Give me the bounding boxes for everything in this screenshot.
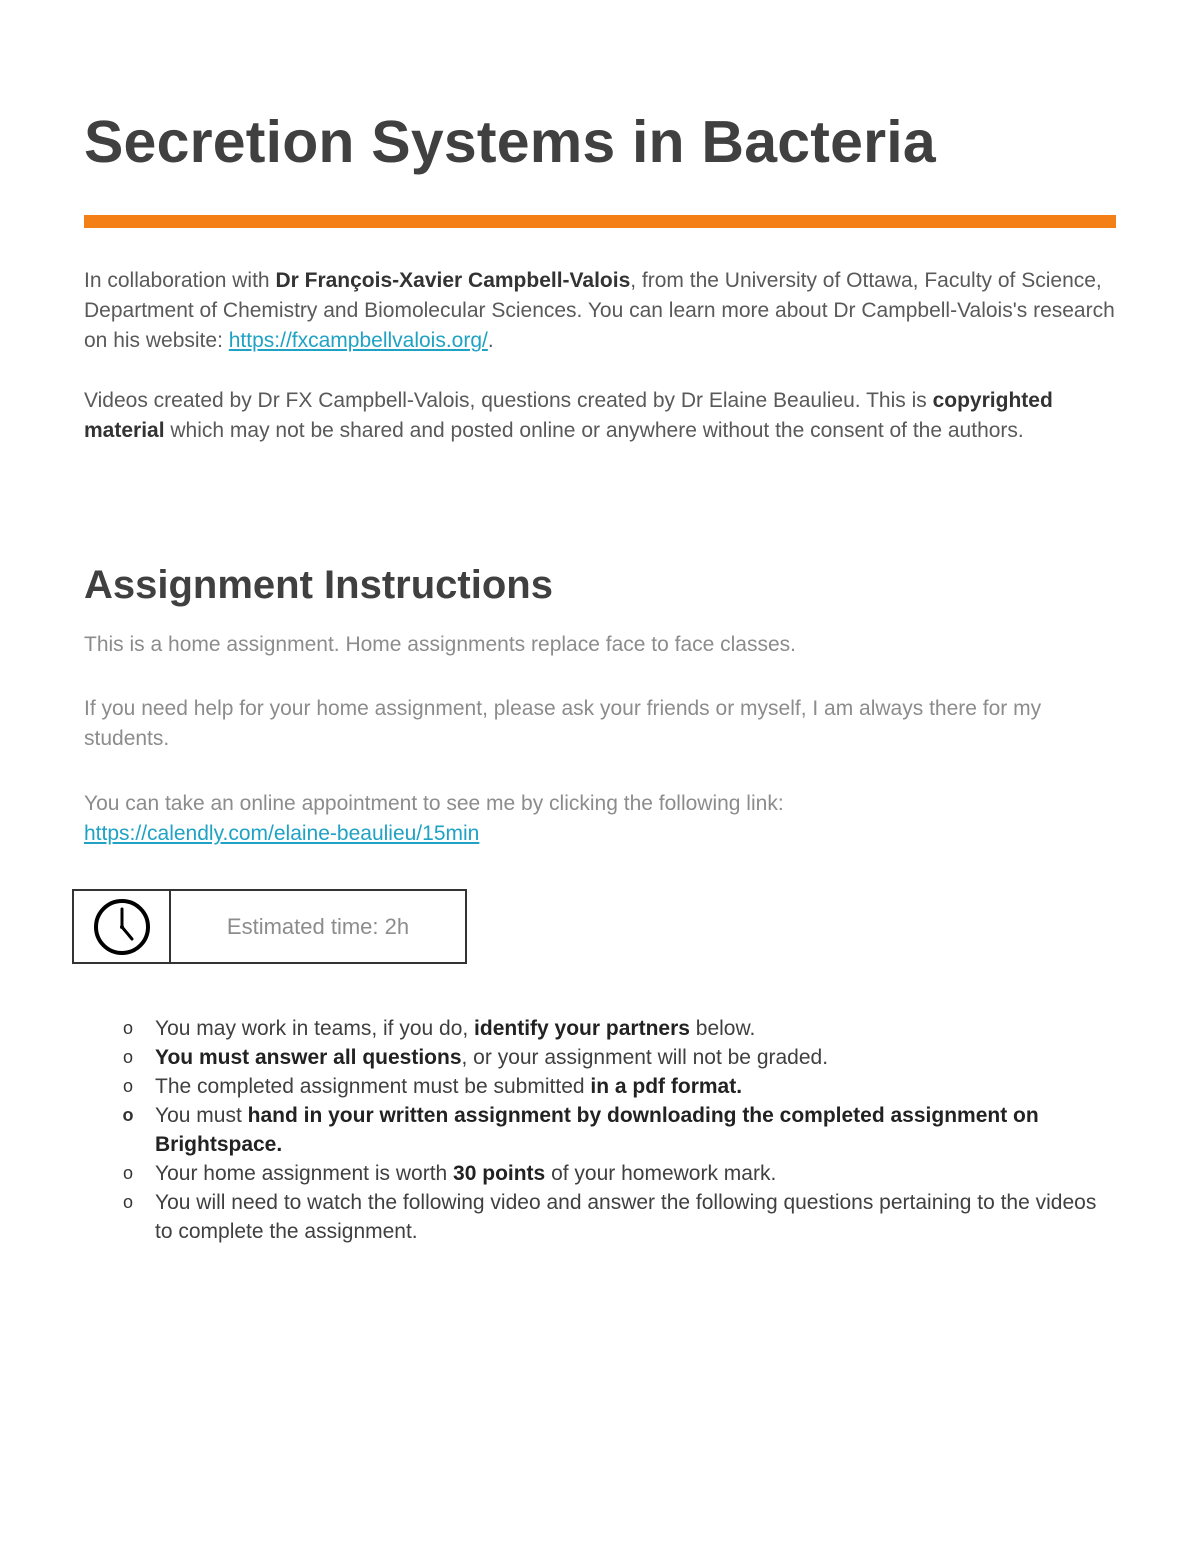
title-divider <box>84 215 1116 228</box>
list-item-text: , or your assignment will not be graded. <box>461 1046 829 1069</box>
list-item-bold: You must answer all questions <box>155 1046 462 1069</box>
copyright-bold: copyrighted material <box>84 389 1053 442</box>
help-paragraph: If you need help for your home assignment, please ask your friends or myself, I am always there for my students. <box>84 697 1042 750</box>
bullet-marker: o <box>122 1047 133 1067</box>
copyright-paragraph <box>84 386 1119 446</box>
intro-text: In collaboration with <box>84 269 276 292</box>
list-item-bold: 30 points <box>453 1162 546 1185</box>
list-item-text: Your home assignment is worth <box>155 1162 454 1185</box>
instructions-heading: Assignment Instructions <box>84 563 553 607</box>
list-item-text: You may work in teams, if you do, <box>155 1017 475 1040</box>
list-item-bold: hand in your written assignment by downloading the completed assignment on Brightspace. <box>155 1104 1039 1156</box>
appointment-paragraph <box>84 789 1119 849</box>
bullet-marker: o <box>122 1105 134 1125</box>
list-item <box>118 1159 1118 1188</box>
list-item-bold: in a pdf format. <box>590 1075 743 1098</box>
instructions-paragraph: This is a home assignment. Home assignments replace face to face classes. <box>84 633 796 656</box>
list-item-text: You will need to watch the following video and answer the following questions pertaining to the videos to complete the assignment. <box>155 1191 1097 1243</box>
estimated-time-box <box>72 889 467 964</box>
list-item <box>118 1014 1118 1043</box>
intro-text: . <box>487 329 494 352</box>
list-item-bold: identify your partners <box>474 1017 690 1040</box>
intro-collaboration-paragraph <box>84 266 1119 356</box>
list-item-text: below. <box>689 1017 756 1040</box>
instruction-list <box>118 1014 1118 1246</box>
appointment-text: You can take an online appointment to see me by clicking the following link: <box>84 792 784 815</box>
intro-text: , from the University of Ottawa, Faculty of Science, Department of Chemistry and Biomolecular Sciences. You can learn more about Dr Campbell-Valois's research on his website: <box>84 269 1115 352</box>
list-item-text: The completed assignment must be submitted <box>155 1075 591 1098</box>
list-item <box>118 1101 1118 1159</box>
website-link[interactable]: https://fxcampbellvalois.org/ <box>228 329 488 352</box>
appointment-link[interactable]: https://calendly.com/elaine-beaulieu/15min <box>84 822 480 845</box>
list-item <box>118 1043 1118 1072</box>
list-item-text: of your homework mark. <box>545 1162 777 1185</box>
list-item <box>118 1072 1118 1101</box>
clock-icon <box>92 897 152 957</box>
bullet-marker: o <box>122 1076 133 1096</box>
list-item-text: You must <box>155 1104 248 1127</box>
bullet-marker: o <box>122 1192 133 1212</box>
list-item <box>118 1188 1118 1246</box>
document-title: Secretion Systems in Bacteria <box>84 109 936 175</box>
estimated-time-label: Estimated time: 2h <box>226 913 410 939</box>
copyright-text: Videos created by Dr FX Campbell-Valois, questions created by Dr Elaine Beaulieu. This is <box>84 389 933 412</box>
bullet-marker: o <box>122 1163 133 1183</box>
copyright-text: which may not be shared and posted online or anywhere without the consent of the authors. <box>164 419 1024 442</box>
bullet-marker: o <box>122 1018 133 1038</box>
estimated-time-icon-cell <box>74 891 171 962</box>
collaborator-name: Dr François-Xavier Campbell-Valois <box>275 269 631 292</box>
